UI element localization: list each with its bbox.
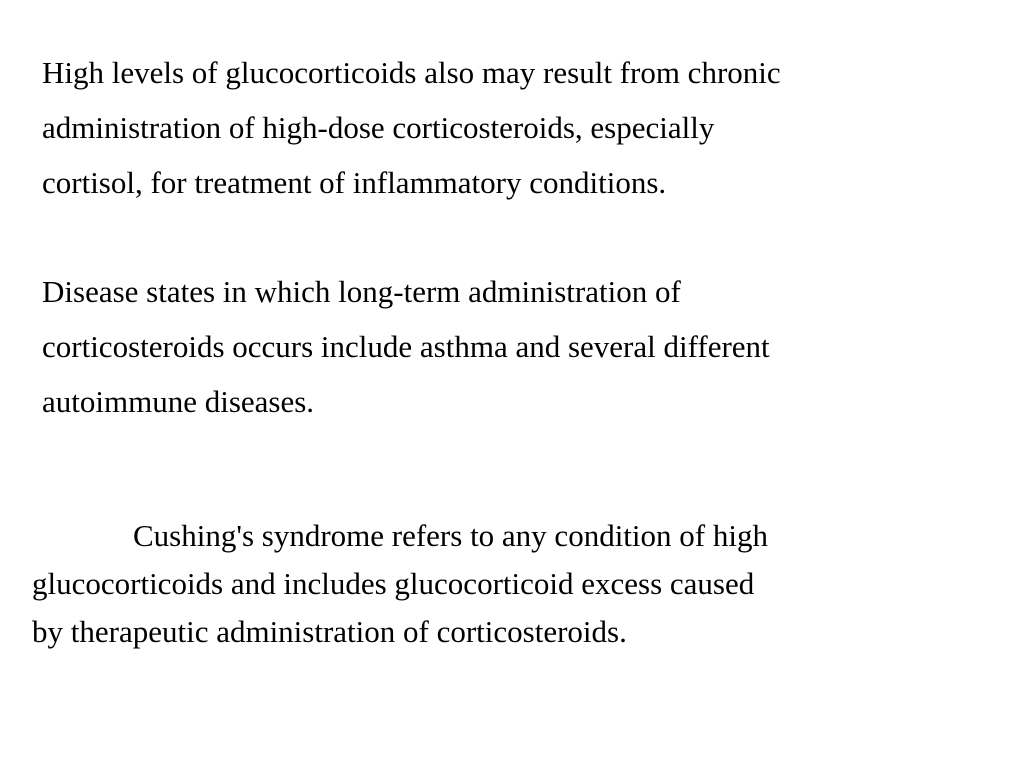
- text-line: High levels of glucocorticoids also may result from chronic: [42, 55, 781, 90]
- text-line: Cushing's syndrome refers to any condition of high: [133, 518, 768, 553]
- text-line: cortisol, for treatment of inflammatory conditions.: [42, 165, 667, 200]
- text-line: by therapeutic administration of corticosteroids.: [32, 614, 627, 649]
- text-line: glucocorticoids and includes glucocorticoid excess caused: [32, 566, 755, 601]
- text-line: administration of high-dose corticosteroids, especially: [42, 110, 715, 145]
- text-line: Disease states in which long-term administration of: [42, 274, 681, 309]
- text-line: corticosteroids occurs include asthma and several different: [42, 329, 770, 364]
- paragraph-disease-states: [42, 264, 770, 429]
- text-line: autoimmune diseases.: [42, 384, 315, 419]
- paragraph-glucocorticoid-sources: [42, 45, 781, 210]
- paragraph-cushings-syndrome: [32, 512, 768, 656]
